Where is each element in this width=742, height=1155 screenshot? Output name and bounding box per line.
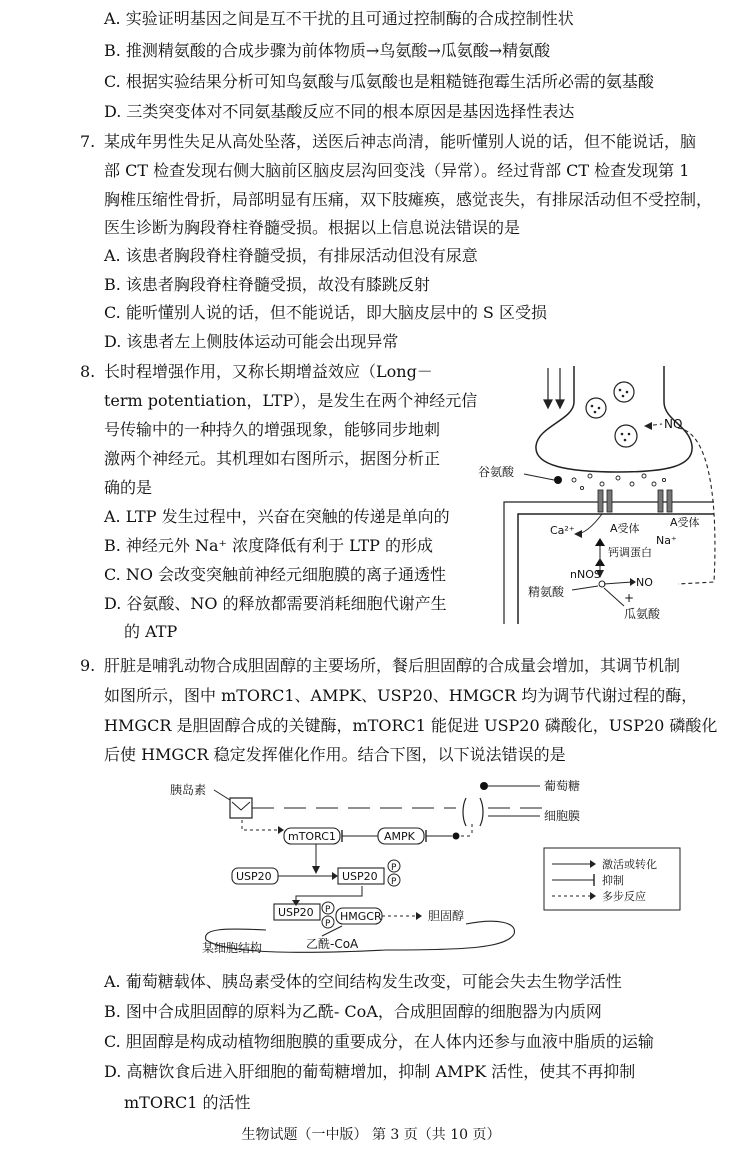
acetyl-coa-label: 乙酰-CoA bbox=[306, 937, 359, 951]
cleft-molecules bbox=[572, 474, 666, 490]
q8-option-a: A. LTP 发生过程中，兴奋在突触的传递是单向的 bbox=[104, 507, 450, 526]
a-receptor-label: A受体 bbox=[610, 522, 640, 535]
q7-stem-line: 医生诊断为胸段脊柱脊髓受损。根据以上信息说法错误的是 bbox=[104, 218, 521, 237]
plus-sign: + bbox=[624, 591, 635, 605]
ca-label: Ca²⁺ bbox=[550, 524, 575, 537]
q8-option-c: C. NO 会改变突触前神经元细胞膜的离子通透性 bbox=[104, 565, 447, 584]
calmodulin-label: 钙调蛋白 bbox=[608, 546, 652, 559]
diagram-legend bbox=[544, 848, 680, 910]
q7-stem-line: 部 CT 检查发现右侧大脑前区脑皮层沟回变浅（异常）。经过背部 CT 检查发现第 1 bbox=[104, 161, 690, 180]
ampk-label: AMPK bbox=[384, 830, 415, 843]
usp20-label-c: USP20 bbox=[278, 906, 314, 919]
phosphate-label: P bbox=[325, 905, 331, 915]
q9-stem-line: 肝脏是哺乳动物合成胆固醇的主要场所，餐后胆固醇的合成量会增加，其调节机制 bbox=[104, 656, 681, 675]
q7-option-c: C. 能听懂别人说的话，但不能说话，即大脑皮层中的 S 区受损 bbox=[104, 303, 547, 322]
a-receptor-label-2: A受体 bbox=[670, 516, 700, 529]
q9-option-a: A. 葡萄糖载体、胰岛素受体的空间结构发生改变，可能会失去生物学活性 bbox=[104, 972, 622, 991]
na-label: Na⁺ bbox=[656, 534, 677, 547]
q7-option-a: A. 该患者胸段脊柱脊髓受损，有排尿活动但没有尿意 bbox=[104, 246, 478, 265]
synaptic-vesicles bbox=[586, 382, 637, 447]
q9-stem-line: 如图所示，图中 mTORC1、AMPK、USP20、HMGCR 均为调节代谢过程的酶， bbox=[104, 686, 698, 705]
q7-stem-line: 某成年男性失足从高处坠落，送医后神志尚清，能听懂别人说的话，但不能说话，脑 bbox=[104, 132, 697, 151]
legend-multistep: 多步反应 bbox=[602, 890, 646, 903]
cholesterol-label: 胆固醇 bbox=[428, 909, 465, 923]
glucose-dot bbox=[480, 782, 488, 790]
q9-number: 9. bbox=[80, 656, 96, 675]
q9-option-c: C. 胆固醇是构成动植物细胞膜的重要成分，在人体内还参与血液中脂质的运输 bbox=[104, 1032, 654, 1051]
mtorc1-label: mTORC1 bbox=[288, 830, 336, 843]
q7-stem-line: 胸椎压缩性骨折，局部明显有压痛，双下肢瘫痪，感觉丧失，有排尿活动但不受控制， bbox=[104, 190, 713, 209]
q8-stem-line: 激两个神经元。其机理如右图所示，据图分析正 bbox=[104, 449, 441, 468]
nnos-label: nNOS bbox=[570, 568, 601, 581]
glutamate-dot bbox=[554, 476, 562, 484]
q6-option-d: D. 三类突变体对不同氨基酸反应不同的根本原因是基因选择性表达 bbox=[104, 102, 575, 121]
q9-stem-line: 后使 HMGCR 稳定发挥催化作用。结合下图，以下说法错误的是 bbox=[104, 745, 566, 764]
q6-option-a: A. 实验证明基因之间是互不干扰的且可通过控制酶的合成控制性状 bbox=[104, 9, 574, 28]
q6-option-b: B. 推测精氨酸的合成步骤为前体物质→鸟氨酸→瓜氨酸→精氨酸 bbox=[104, 41, 551, 60]
q9-option-b: B. 图中合成胆固醇的原料为乙酰- CoA，合成胆固醇的细胞器为内质网 bbox=[104, 1002, 602, 1021]
phosphate-label: P bbox=[391, 863, 397, 873]
q9-option-d: D. 高糖饮食后进入肝细胞的葡萄糖增加，抑制 AMPK 活性，使其不再抑制 bbox=[104, 1062, 636, 1081]
no-feedback-arrow bbox=[646, 424, 715, 584]
no-label-bottom: NO bbox=[636, 576, 653, 589]
legend-activate: 激活或转化 bbox=[602, 858, 657, 871]
q8-option-d: D. 谷氨酸、NO 的释放都需要消耗细胞代谢产生 bbox=[104, 594, 447, 613]
receptor-channels bbox=[598, 490, 672, 512]
usp20-label-b: USP20 bbox=[342, 870, 378, 883]
q8-stem-line: 号传输中的一种持久的增强现象，能够同步地刺 bbox=[104, 420, 441, 439]
synapse-diagram bbox=[478, 362, 728, 624]
q8-option-b: B. 神经元外 Na⁺ 浓度降低有利于 LTP 的形成 bbox=[104, 536, 434, 555]
glutamate-label: 谷氨酸 bbox=[478, 465, 515, 479]
legend-inhibit: 抑制 bbox=[602, 874, 624, 887]
q8-stem-line: 长时程增强作用，又称长期增益效应（Long－ bbox=[104, 362, 433, 381]
q7-option-b: B. 该患者胸段脊柱脊髓受损，故没有膝跳反射 bbox=[104, 275, 430, 294]
glucose-label: 葡萄糖 bbox=[544, 779, 581, 793]
no-label-top: NO bbox=[664, 417, 683, 431]
q7-number: 7. bbox=[80, 132, 96, 151]
phosphate-label: P bbox=[391, 877, 397, 887]
arginine-label: 精氨酸 bbox=[528, 585, 565, 599]
q8-option-d-cont: 的 ATP bbox=[124, 622, 178, 641]
input-arrows bbox=[544, 368, 564, 408]
hmgcr-label: HMGCR bbox=[340, 910, 382, 923]
membrane-label: 细胞膜 bbox=[544, 809, 581, 823]
q7-option-d: D. 该患者左上侧肢体运动可能会出现异常 bbox=[104, 332, 399, 351]
insulin-receptor bbox=[230, 798, 252, 818]
q6-option-c: C. 根据实验结果分析可知鸟氨酸与瓜氨酸也是粗糙链孢霉生活所必需的氨基酸 bbox=[104, 72, 654, 91]
citrulline-label: 瓜氨酸 bbox=[624, 607, 661, 621]
insulin-label: 胰岛素 bbox=[170, 783, 207, 797]
q8-stem-line: 确的是 bbox=[104, 478, 153, 497]
organelle-label: 某细胞结构 bbox=[202, 941, 263, 955]
cholesterol-regulation-diagram bbox=[166, 778, 686, 958]
q8-stem-line: term potentiation，LTP），是发生在两个神经元信 bbox=[104, 391, 478, 410]
q9-option-d-cont: mTORC1 的活性 bbox=[124, 1093, 251, 1112]
usp20-label-a: USP20 bbox=[236, 870, 272, 883]
page-footer: 生物试题（一中版） 第 3 页（共 10 页） bbox=[241, 1127, 501, 1143]
phosphate-label: P bbox=[325, 919, 331, 929]
q9-stem-line: HMGCR 是胆固醇合成的关键酶，mTORC1 能促进 USP20 磷酸化，USP20 磷酸化 bbox=[104, 716, 718, 735]
q8-number: 8. bbox=[80, 362, 96, 381]
